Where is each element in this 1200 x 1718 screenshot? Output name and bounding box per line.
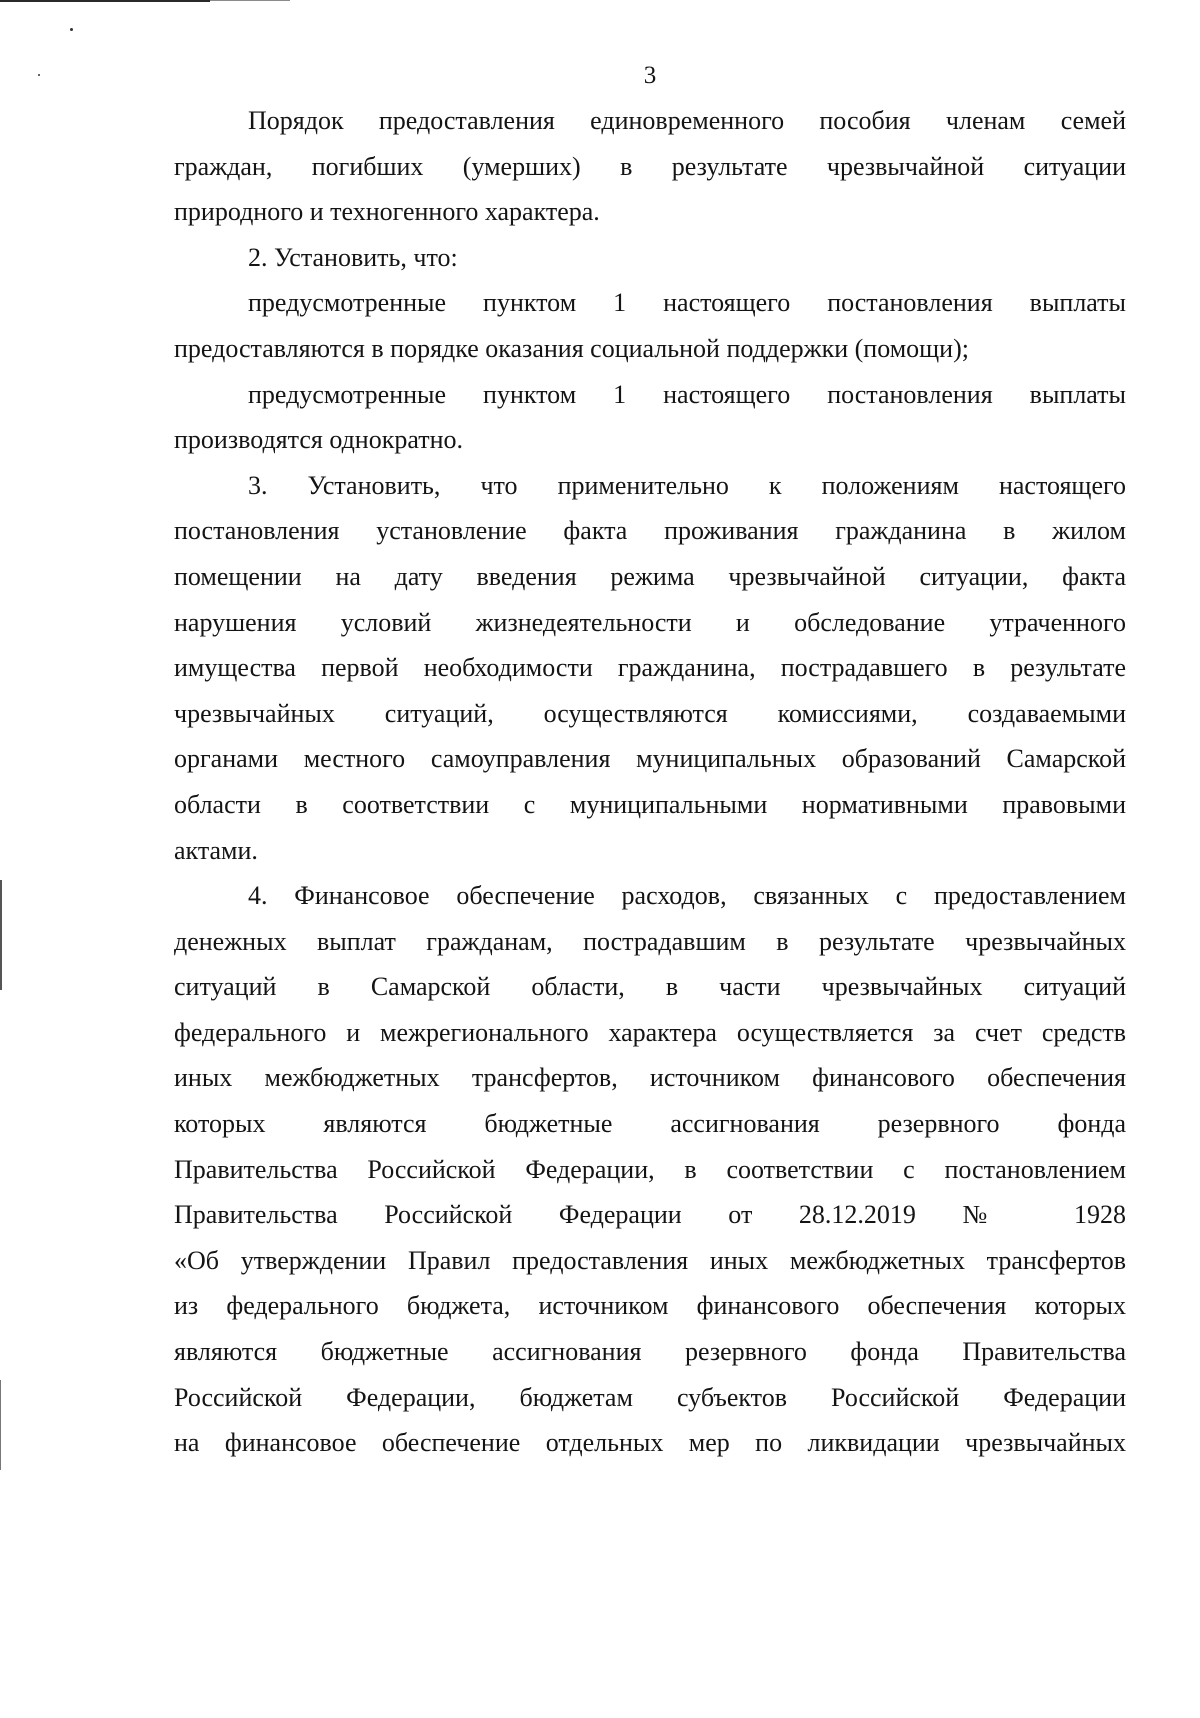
paragraph-item-3 <box>174 463 1126 873</box>
scan-artifact-top-line <box>0 0 210 2</box>
text-line: 4. Финансовое обеспечение расходов, связанных с предоставлением <box>248 881 1126 911</box>
text-line: чрезвычайных ситуаций, осуществляются комиссиями, создаваемыми <box>174 698 1126 728</box>
text-line: Правительства Российской Федерации, в соответствии с постановлением <box>174 1154 1126 1184</box>
text-line: нарушения условий жизнедеятельности и обследование утраченного <box>174 607 1126 637</box>
paragraph-intro <box>174 98 1126 235</box>
text-line: предоставляются в порядке оказания социальной поддержки (помощи); <box>174 333 969 363</box>
text-line: денежных выплат гражданам, пострадавшим в результате чрезвычайных <box>174 926 1126 956</box>
paragraph-item-2-sub-2 <box>174 372 1126 463</box>
text-line: граждан, погибших (умерших) в результате чрезвычайной ситуации <box>174 151 1126 181</box>
text-line: Порядок предоставления единовременного пособия членам семей <box>248 106 1126 135</box>
text-line: 2. Установить, что: <box>248 242 458 272</box>
text-line: которых являются бюджетные ассигнования резервного фонда <box>174 1109 1126 1139</box>
text-line: природного и техногенного характера. <box>174 197 600 227</box>
scan-speck <box>70 28 73 31</box>
page-number: 3 <box>643 62 657 89</box>
text-line: являются бюджетные ассигнования резервного фонда Правительства <box>174 1337 1126 1367</box>
paragraph-item-2-sub-1 <box>174 280 1126 371</box>
text-line: постановления установление факта проживания гражданина в жилом <box>174 516 1126 546</box>
text-line: на финансовое обеспечение отдельных мер по ликвидации чрезвычайных <box>174 1428 1126 1458</box>
document-body <box>174 98 1126 1466</box>
text-line: из федерального бюджета, источником финансового обеспечения которых <box>174 1291 1126 1321</box>
text-line: области в соответствии с муниципальными нормативными правовыми <box>174 789 1126 819</box>
text-line: производятся однократно. <box>174 425 463 455</box>
text-line: иных межбюджетных трансфертов, источником финансового обеспечения <box>174 1063 1126 1093</box>
paragraph-item-2 <box>174 235 1126 281</box>
text-line: 3. Установить, что применительно к положениям настоящего <box>248 470 1126 500</box>
text-line: органами местного самоуправления муниципальных образований Самарской <box>174 744 1126 774</box>
text-line: имущества первой необходимости гражданина, пострадавшего в результате <box>174 653 1126 683</box>
scan-edge-mark <box>0 1380 1 1470</box>
text-line: ситуаций в Самарской области, в части чрезвычайных ситуаций <box>174 972 1126 1002</box>
text-line: «Об утверждении Правил предоставления иных межбюджетных трансфертов <box>174 1245 1126 1275</box>
text-line: федерального и межрегионального характера осуществляется за счет средств <box>174 1017 1126 1047</box>
text-line: предусмотренные пунктом 1 настоящего постановления выплаты <box>248 379 1126 409</box>
text-line: предусмотренные пунктом 1 настоящего постановления выплаты <box>248 288 1126 318</box>
scan-edge-mark <box>0 880 2 990</box>
scan-artifact-top-line-faint <box>210 0 290 1</box>
text-line: помещении на дату введения режима чрезвычайной ситуации, факта <box>174 561 1126 591</box>
text-line: Правительства Российской Федерации от 28.12.2019 № 1928 <box>174 1200 1126 1230</box>
paragraph-item-4 <box>174 873 1126 1466</box>
text-line: актами. <box>174 835 258 865</box>
text-line: Российской Федерации, бюджетам субъектов Российской Федерации <box>174 1382 1126 1412</box>
